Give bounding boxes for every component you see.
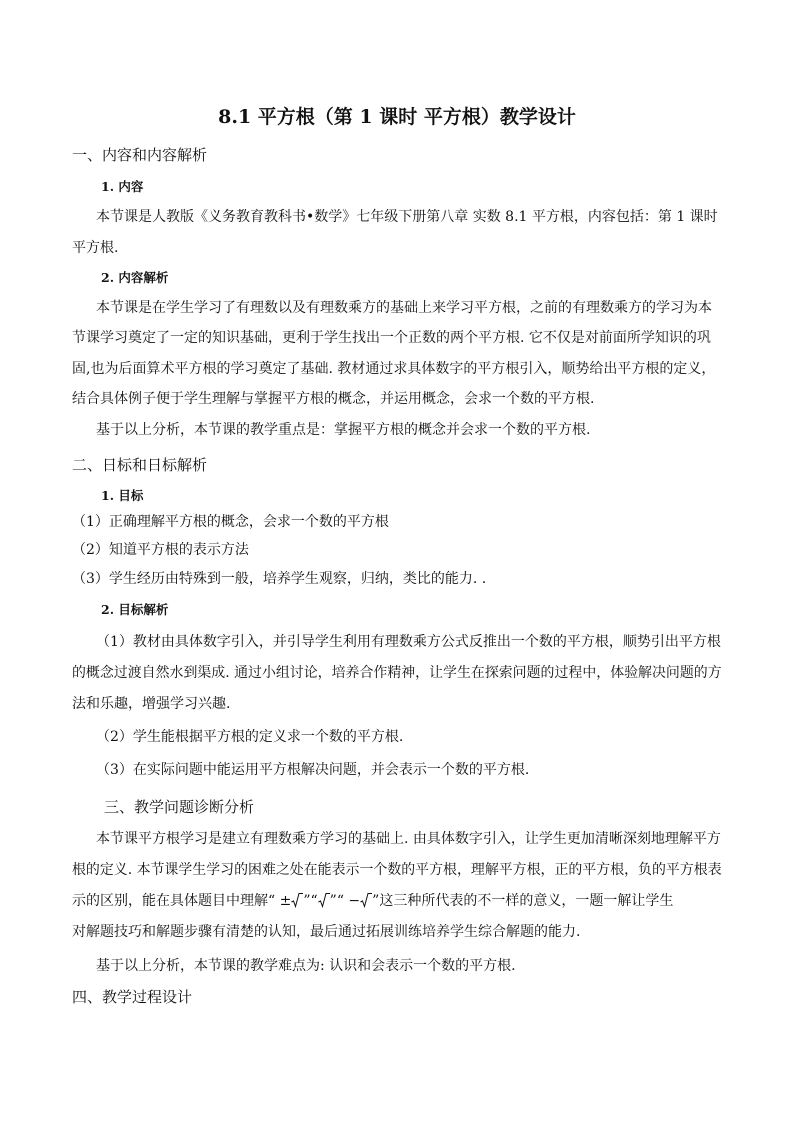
paragraph-line-with-radicals <box>72 891 673 911</box>
paragraph-line: 本节课平方根学习是建立有理数乘方学习的基础上. 由具体数字引入，让学生更加清晰深刻地理解平方 <box>96 831 721 847</box>
section-heading-content: 一、内容和内容解析 <box>72 146 208 164</box>
line-text: ”这三种所代表的不一样的意义，一题一解让学生 <box>372 893 674 909</box>
paragraph-line: 的概念过渡自然水到渠成. 通过小组讨论，培养合作精神，让学生在探索问题的过程中，体验解决问题的方 <box>72 665 722 681</box>
line-text: 示的区别，能在具体题目中理解“ ± <box>72 893 292 909</box>
subheading-goal-analysis: 2. 目标解析 <box>101 602 169 617</box>
paragraph-line: 对解题技巧和解题步骤有清楚的认知，最后通过拓展训练培养学生综合解题的能力. <box>72 924 581 940</box>
paragraph-line: 固,也为后面算术平方根的学习奠定了基础. 教材通过求具体数字的平方根引入，顺势给出平方根的定义， <box>72 361 716 377</box>
paragraph-line: （3）在实际问题中能运用平方根解决问题，并会表示一个数的平方根. <box>96 762 530 778</box>
paragraph-line: 本节课是在学生学习了有理数以及有理数乘方的基础上来学习平方根，之前的有理数乘方的学习为本 <box>96 300 712 316</box>
subheading-goals: 1. 目标 <box>101 488 144 503</box>
paragraph-line: 根的定义. 本节课学生学习的困难之处在能表示一个数的平方根，理解平方根，正的平方根，负的平方根表 <box>72 862 722 878</box>
subheading-content-analysis: 2. 内容解析 <box>101 270 169 285</box>
square-root-symbol-icon <box>360 892 372 908</box>
subheading-content: 1. 内容 <box>101 179 144 194</box>
goal-item: （3）学生经历由特殊到一般，培养学生观察，归纳，类比的能力. . <box>72 571 487 587</box>
section-heading-diagnosis: 三、教学问题诊断分析 <box>104 798 255 816</box>
document-title: 8.1 平方根（第 1 课时 平方根）教学设计 <box>218 106 576 128</box>
paragraph-line: 法和乐趣，增强学习兴趣. <box>72 696 231 712</box>
paragraph-line: 本节课是人教版《义务教育教科书•数学》七年级下册第八章 实数 8.1 平方根，内容包括：第 1 课时 <box>96 209 718 225</box>
paragraph-line: 平方根. <box>72 240 119 256</box>
goal-item: （2）知道平方根的表示方法 <box>72 542 249 558</box>
square-root-symbol-icon <box>318 892 330 908</box>
paragraph-line: （2）学生能根据平方根的定义求一个数的平方根. <box>96 729 404 745</box>
line-text: ”“ <box>303 893 318 909</box>
line-text: ”“ − <box>329 893 361 909</box>
key-point-summary: 基于以上分析，本节课的教学重点是：掌握平方根的概念并会求一个数的平方根. <box>96 422 591 438</box>
section-heading-process: 四、教学过程设计 <box>72 988 193 1006</box>
paragraph-line: 结合具体例子便于学生理解与掌握平方根的概念，并运用概念，会求一个数的平方根. <box>72 391 595 407</box>
square-root-symbol-icon <box>291 892 303 908</box>
section-heading-goals: 二、日标和日标解析 <box>72 456 208 474</box>
paragraph-line: （1）教材由具体数字引入，并引导学生利用有理数乘方公式反推出一个数的平方根，顺势引出平方根 <box>96 634 721 650</box>
goal-item: （1）正确理解平方根的概念，会求一个数的平方根 <box>72 514 389 530</box>
difficulty-summary: 基于以上分析，本节课的教学难点为: 认识和会表示一个数的平方根. <box>96 958 516 974</box>
paragraph-line: 节课学习奠定了一定的知识基础，更利于学生找出一个正数的两个平方根. 它不仅是对前面所学知识的巩 <box>72 330 711 346</box>
